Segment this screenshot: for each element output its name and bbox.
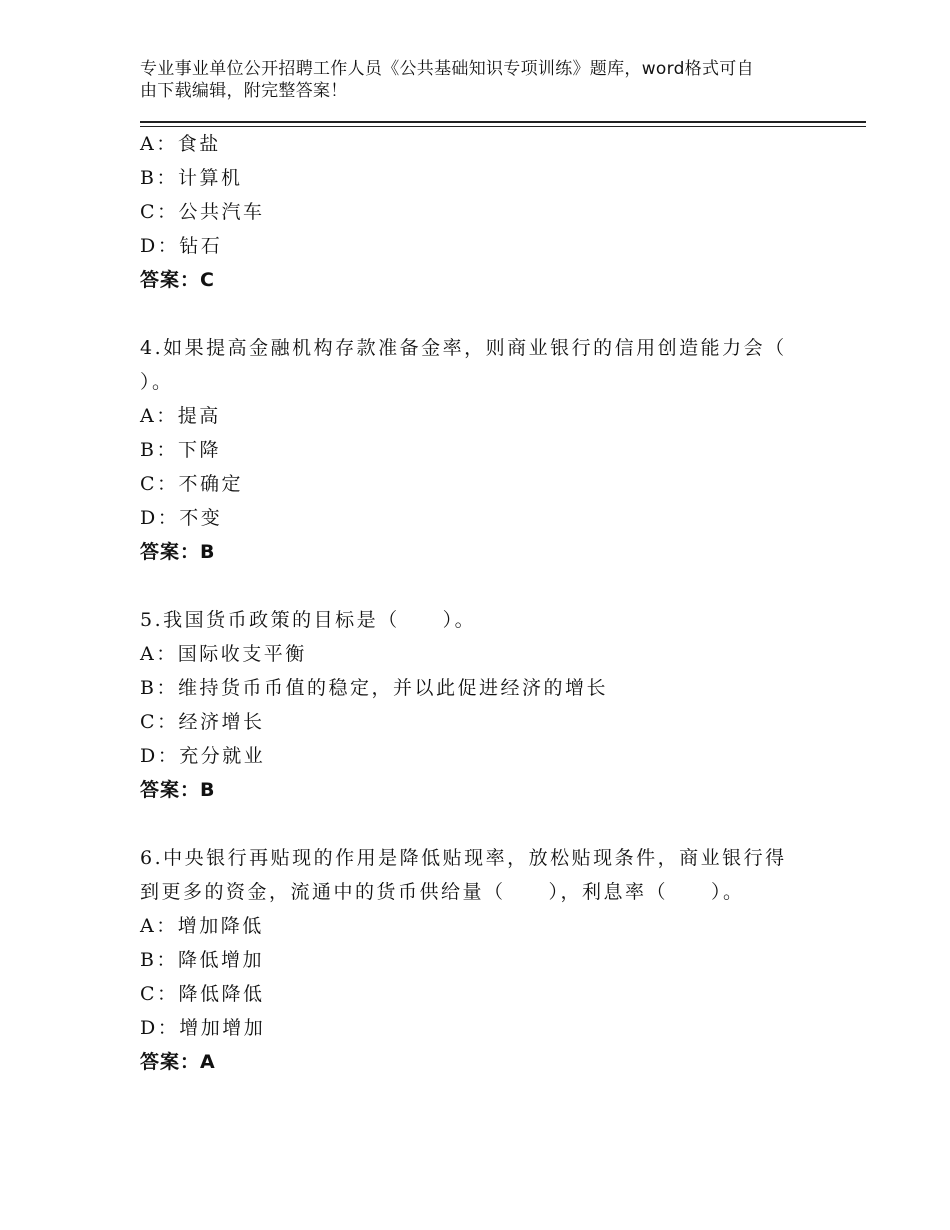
question-5 xyxy=(140,603,820,807)
question-text-line-1: 4.如果提高金融机构存款准备金率，则商业银行的信用创造能力会（ xyxy=(140,337,787,359)
spacer xyxy=(140,297,820,331)
option-a: A：食盐 xyxy=(140,133,221,155)
option-a: A：增加降低 xyxy=(140,915,264,937)
option-b: B：计算机 xyxy=(140,167,243,189)
spacer xyxy=(140,807,820,841)
option-d: D：充分就业 xyxy=(140,745,266,767)
option-d: D：钻石 xyxy=(140,235,223,257)
question-list xyxy=(140,127,820,1079)
question-6 xyxy=(140,841,820,1079)
question-text-line-1: 5.我国货币政策的目标是（ ）。 xyxy=(140,609,477,631)
answer: 答案：C xyxy=(140,269,215,291)
option-d: D：增加增加 xyxy=(140,1017,266,1039)
answer: 答案：B xyxy=(140,779,216,801)
option-b: B：降低增加 xyxy=(140,949,264,971)
option-d: D：不变 xyxy=(140,507,223,529)
header-rule-thick xyxy=(140,121,866,123)
spacer xyxy=(140,569,820,603)
option-c: C：不确定 xyxy=(140,473,244,495)
question-3-partial xyxy=(140,127,820,297)
question-4 xyxy=(140,331,820,569)
header-line-2: 由下载编辑，附完整答案！ xyxy=(140,81,348,101)
document-header xyxy=(140,58,820,102)
header-line-1: 专业事业单位公开招聘工作人员《公共基础知识专项训练》题库，word格式可自 xyxy=(140,59,754,79)
option-c: C：公共汽车 xyxy=(140,201,265,223)
answer: 答案：A xyxy=(140,1051,216,1073)
question-text-line-2: ）。 xyxy=(140,371,174,393)
option-b: B：维持货币币值的稳定，并以此促进经济的增长 xyxy=(140,677,608,699)
option-a: A：提高 xyxy=(140,405,221,427)
option-b: B：下降 xyxy=(140,439,221,461)
question-text-line-1: 6.中央银行再贴现的作用是降低贴现率，放松贴现条件，商业银行得 xyxy=(140,847,787,869)
option-c: C：降低降低 xyxy=(140,983,265,1005)
option-c: C：经济增长 xyxy=(140,711,265,733)
option-a: A：国际收支平衡 xyxy=(140,643,307,665)
question-text-line-2: 到更多的资金，流通中的货币供给量（ ），利息率（ ）。 xyxy=(140,881,745,903)
answer: 答案：B xyxy=(140,541,216,563)
